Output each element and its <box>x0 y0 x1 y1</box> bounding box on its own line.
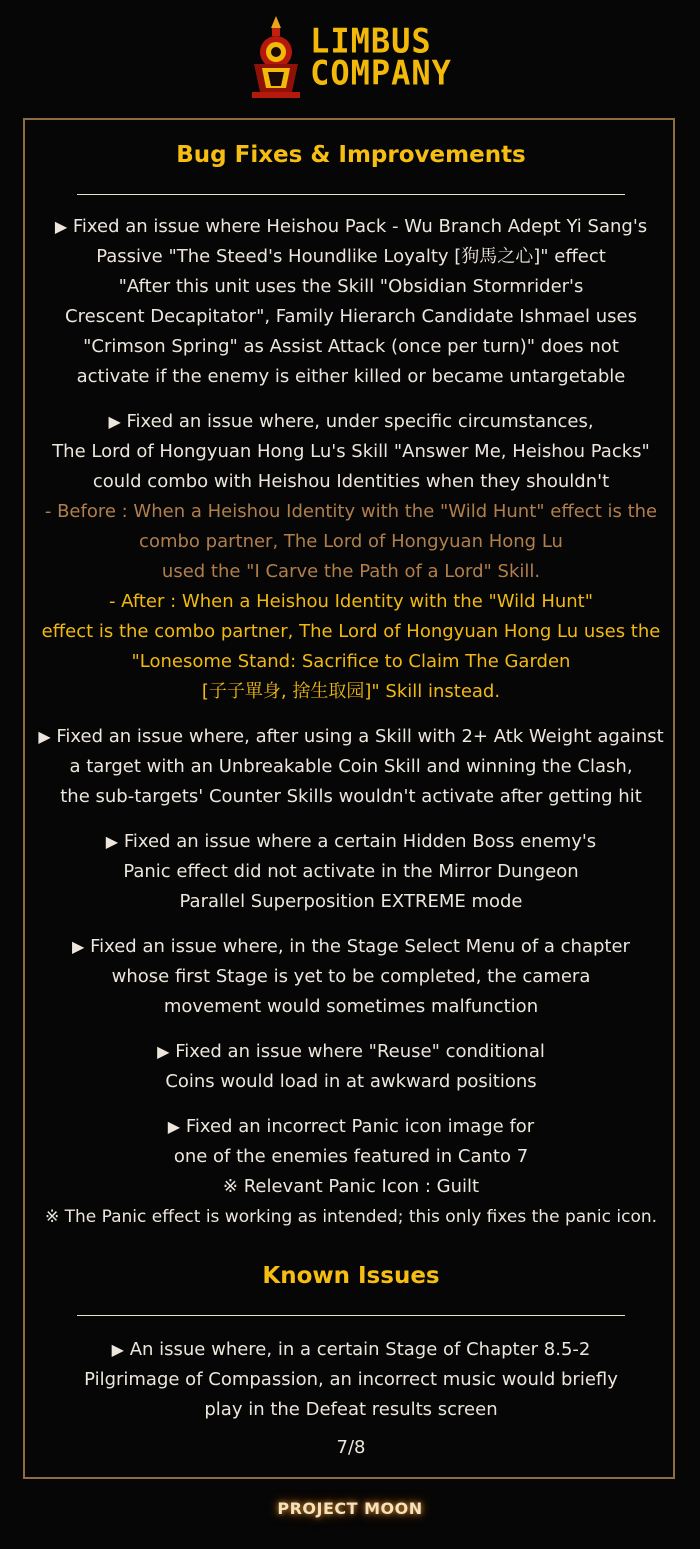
bug-fix-item: ▶ Fixed an incorrect Panic icon image for one of the enemies featured in Canto 7 ※ Relevant Panic Icon : Guilt ※ The Panic effect is working as intended; this only fixes the panic icon. <box>44 1116 658 1227</box>
bug-fix-item: ▶ Fixed an issue where a certain Hidden Boss enemy's Panic effect did not activate in the Mirror Dungeon Parallel Superposition EXTREME mode <box>105 831 597 912</box>
bug-fix-item: ▶ Fixed an issue where, in the Stage Select Menu of a chapter whose first Stage is yet to be completed, the camera movement would sometimes malfunction <box>72 936 630 1017</box>
bug-fix-item: ▶ Fixed an issue where Heishou Pack - Wu Branch Adept Yi Sang's Passive "The Steed's Houndlike Loyalty [狗馬之心]" effect "After this unit uses the Skill "Obsidian Stormrider's Crescent Decapitator", Family Hierarch Candidate Ishmael uses "Crimson Spring" as Assist Attack (once per turn)" does not activate if the enemy is either killed or became untargetable <box>54 216 648 387</box>
bug-fix-item: ▶ Fixed an issue where "Reuse" conditional Coins would load in at awkward positions <box>157 1041 545 1092</box>
after-note: [子子單身, 捨生取园]" Skill instead. <box>201 681 501 702</box>
bug-fix-item: ▶ Fixed an issue where, under specific circumstances, The Lord of Hongyuan Hong Lu's Skill "Answer Me, Heishou Packs" could combo with Heishou Identities when they shouldn't - Before : When a Heishou Identity with the "Wild Hunt" effect is the combo partner, The Lord of Hongyuan Hong Lu used the "I Carve the Path of a Lord" Skill. - After : When a Heishou Identity with the "Wild Hunt" effect is the combo partner, The Lord of Hongyuan Hong Lu uses the "Lonesome Stand: Sacrifice to Claim The Garden [子子單身, 捨生取园]" Skill instead. <box>25 407 677 707</box>
limbus-company-logo <box>0 12 700 102</box>
bug-fix-item: ▶ Fixed an issue where, after using a Skill with 2+ Atk Weight against a target with an Unbreakable Coin Skill and winning the Clash, the sub-targets' Counter Skills wouldn't activate after getting hit <box>38 726 664 807</box>
logo-line-limbus: LIMBUS <box>310 21 432 61</box>
after-note: - After : When a Heishou Identity with the "Wild Hunt" <box>108 591 594 612</box>
page-indicator: 7/8 <box>336 1437 366 1458</box>
triangle-right-icon: ▶ <box>111 1340 124 1359</box>
bug-fixes-divider <box>77 194 625 195</box>
triangle-right-icon: ▶ <box>167 1117 181 1136</box>
logo-line-company: COMPANY <box>310 53 452 93</box>
project-moon-footer: PROJECT MOON <box>277 1499 423 1518</box>
known-issues-title: Known Issues <box>262 1263 440 1289</box>
known-issues-divider <box>77 1315 625 1316</box>
before-note: used the "I Carve the Path of a Lord" Skill. <box>161 561 541 582</box>
patch-notes-frame <box>23 118 675 1479</box>
triangle-right-icon: ▶ <box>54 217 68 236</box>
after-note: "Lonesome Stand: Sacrifice to Claim The Garden <box>131 651 571 672</box>
triangle-right-icon: ▶ <box>108 412 121 431</box>
after-note: effect is the combo partner, The Lord of Hongyuan Hong Lu uses the <box>41 621 661 642</box>
triangle-right-icon: ▶ <box>38 727 51 746</box>
logo-wordmark <box>310 21 452 93</box>
bug-fixes-title: Bug Fixes & Improvements <box>176 142 526 168</box>
triangle-right-icon: ▶ <box>157 1042 170 1061</box>
before-note: combo partner, The Lord of Hongyuan Hong Lu <box>139 531 563 552</box>
known-issue-item: ▶ An issue where, in a certain Stage of Chapter 8.5-2 Pilgrimage of Compassion, an incorrect music would briefly play in the Defeat results screen <box>84 1339 618 1420</box>
clock-tower-emblem-icon <box>248 14 304 100</box>
triangle-right-icon: ▶ <box>105 832 119 851</box>
triangle-right-icon: ▶ <box>72 937 85 956</box>
before-note: - Before : When a Heishou Identity with the "Wild Hunt" effect is the <box>44 501 658 522</box>
